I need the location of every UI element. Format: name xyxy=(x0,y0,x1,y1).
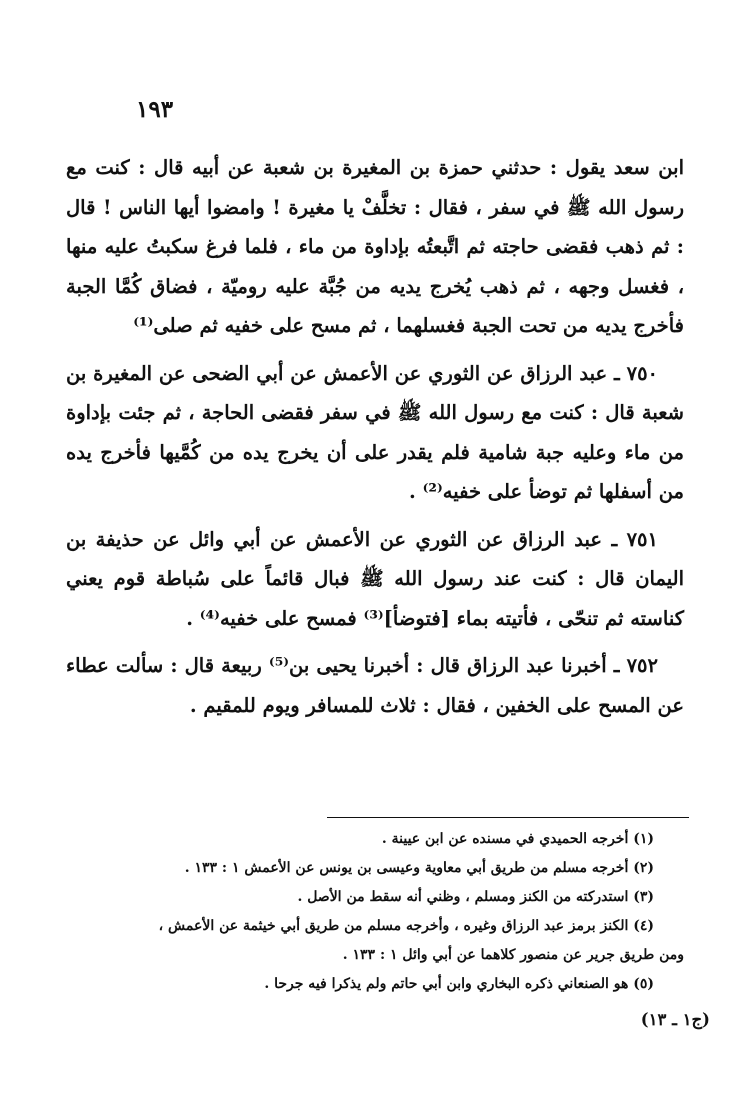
paragraph-continuation: ابن سعد يقول : حدثني حمزة بن المغيرة بن شعبة عن أبيه قال : كنت مع رسول الله ﷺ في سفر ، فقال : تخلَّفْ يا مغيرة ! وامضوا أيها الناس ! قال : ثم ذهب فقضى حاجته ثم اتَّبعتُه بإداوة من ماء ، فلما فرغ سكبتُ عليه منها ، فغسل وجهه ، ثم ذهب يُخرج يديه من جُبَّة عليه روميّة ، فضاق كُمَّا الجبة فأخرج يديه من تحت الجبة فغسلهما ، ثم مسح على خفيه ثم صلى⁽¹⁾ xyxy=(66,156,684,337)
footnote-3: (٣) استدركته من الكنز ومسلم ، وظني أنه سقط من الأصل . xyxy=(297,889,654,905)
footnotes xyxy=(62,825,684,999)
footnote-4-continuation: ومن طريق جرير عن منصور كلاهما عن أبي وائل ١ : ١٣٣ . xyxy=(342,947,684,963)
footnote-5: (٥) هو الصنعاني ذكره البخاري وابن أبي حاتم ولم يذكرا فيه جرحا . xyxy=(264,976,654,992)
footnote-4: (٤) الكنز برمز عبد الرزاق وغيره ، وأخرجه مسلم من طريق أبي خيثمة عن الأعمش ، xyxy=(158,918,654,934)
footnote-1: (١) أخرجه الحميدي في مسنده عن ابن عيينة . xyxy=(381,831,654,847)
hadith-752: ٧٥٢ ـ أخبرنا عبد الرزاق قال : أخبرنا يحيى بن⁽⁵⁾ ربيعة قال : سألت عطاء عن المسح على الخفين ، فقال : ثلاث للمسافر ويوم للمقيم . xyxy=(66,654,684,717)
footnote-2: (٢) أخرجه مسلم من طريق أبي معاوية وعيسى بن يونس عن الأعمش ١ : ١٣٣ . xyxy=(184,860,654,876)
page-number: ١٩٣ xyxy=(136,96,174,123)
hadith-751: ٧٥١ ـ عبد الرزاق عن الثوري عن الأعمش عن أبي وائل عن حذيفة بن اليمان قال : كنت عند رسول الله ﷺ فبال قائماً على سُباطة قوم يعني كناسته ثم تنحّى ، فأتيته بماء [فتوضأ]⁽³⁾ فمسح على خفيه⁽⁴⁾ . xyxy=(66,527,684,630)
volume-label: (ج١ ـ ١٣) xyxy=(640,1010,710,1029)
main-text xyxy=(66,148,684,725)
hadith-750: ٧٥٠ ـ عبد الرزاق عن الثوري عن الأعمش عن أبي الضحى عن المغيرة بن شعبة قال : كنت مع رسول الله ﷺ في سفر فقضى الحاجة ، ثم جئت بإداوة من ماء وعليه جبة شامية فلم يقدر على أن يخرج يده من كُمَّيها فأخرج يده من أسفلها ثم توضأ على خفيه⁽²⁾ . xyxy=(66,361,684,503)
footnote-divider xyxy=(327,817,689,818)
